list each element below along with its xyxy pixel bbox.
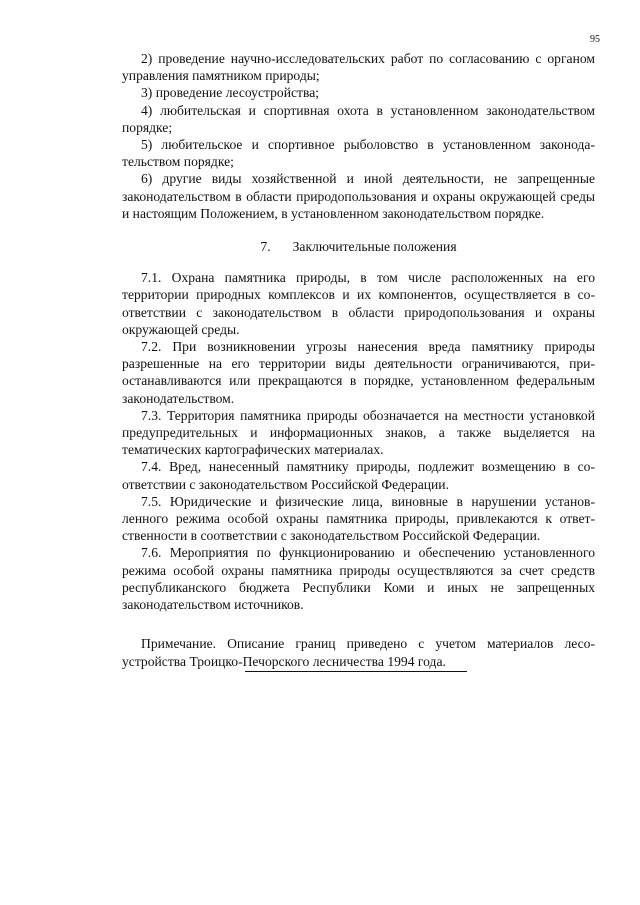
section-paragraph: 7.5. Юридические и физические лица, виновные в нарушении установленного режима особой охраны памятника природы, привлекаются к ответственности в соответствии с законодательством Российской Федерации. [122,493,595,544]
list-item: 2) проведение научно-исследовательских работ по согласованию с органом управления памятником природы; [122,51,595,84]
section-paragraph: 7.6. Мероприятия по функционированию и обеспечению установленного режима особой охраны памятника природы осуществляются за счет средств республиканского бюджета Республики Коми и иных не запрещенных законодательством источников. [122,545,595,613]
page-number: 95 [590,34,600,45]
document-body [122,50,595,670]
list-item: 5) любительское и спортивное рыболовство в установленном законодательством порядке; [122,137,595,170]
note-paragraph: Примечание. Описание границ приведено с учетом материалов лесоустройства Троицко-Печорского лесничества 1994 года. [122,636,595,669]
section-paragraph: 7.2. При возникновении угрозы нанесения вреда памятнику природы разрешенные на его территории виды деятельности ограничиваются, приостанавливаются или прекращаются в порядке, установленном федеральным законодательством. [122,339,595,406]
section-paragraph: 7.3. Территория памятника природы обозначается на местности установкой предупредительных и информационных знаков, а также выделяется на тематических картографических материалах. [122,407,595,458]
section-number: 7. [260,239,271,255]
section-heading [122,238,595,255]
list-item: 4) любительская и спортивная охота в установленном законодательством порядке; [122,102,595,135]
section-title: Заключительные положения [292,239,457,255]
section-paragraphs [122,269,595,613]
section-paragraph: 7.4. Вред, нанесенный памятнику природы, подлежит возмещению в соответствии с законодательством Российской Федерации. [122,459,595,492]
list-item: 3) проведение лесоустройства; [141,85,320,101]
closing-divider [245,671,467,672]
list-item: 6) другие виды хозяйственной и иной деятельности, не запрещенные законодательством в области природопользования и охраны окружающей среды и настоящим Положением, в установленном законодательством порядке. [122,171,595,221]
activity-list [122,50,595,222]
section-paragraph: 7.1. Охрана памятника природы, в том числе расположенных на его территории природных комплексов и их компонентов, осуществляется в соответствии с законодательством в области природопользования и охраны окружающей среды. [122,270,595,337]
